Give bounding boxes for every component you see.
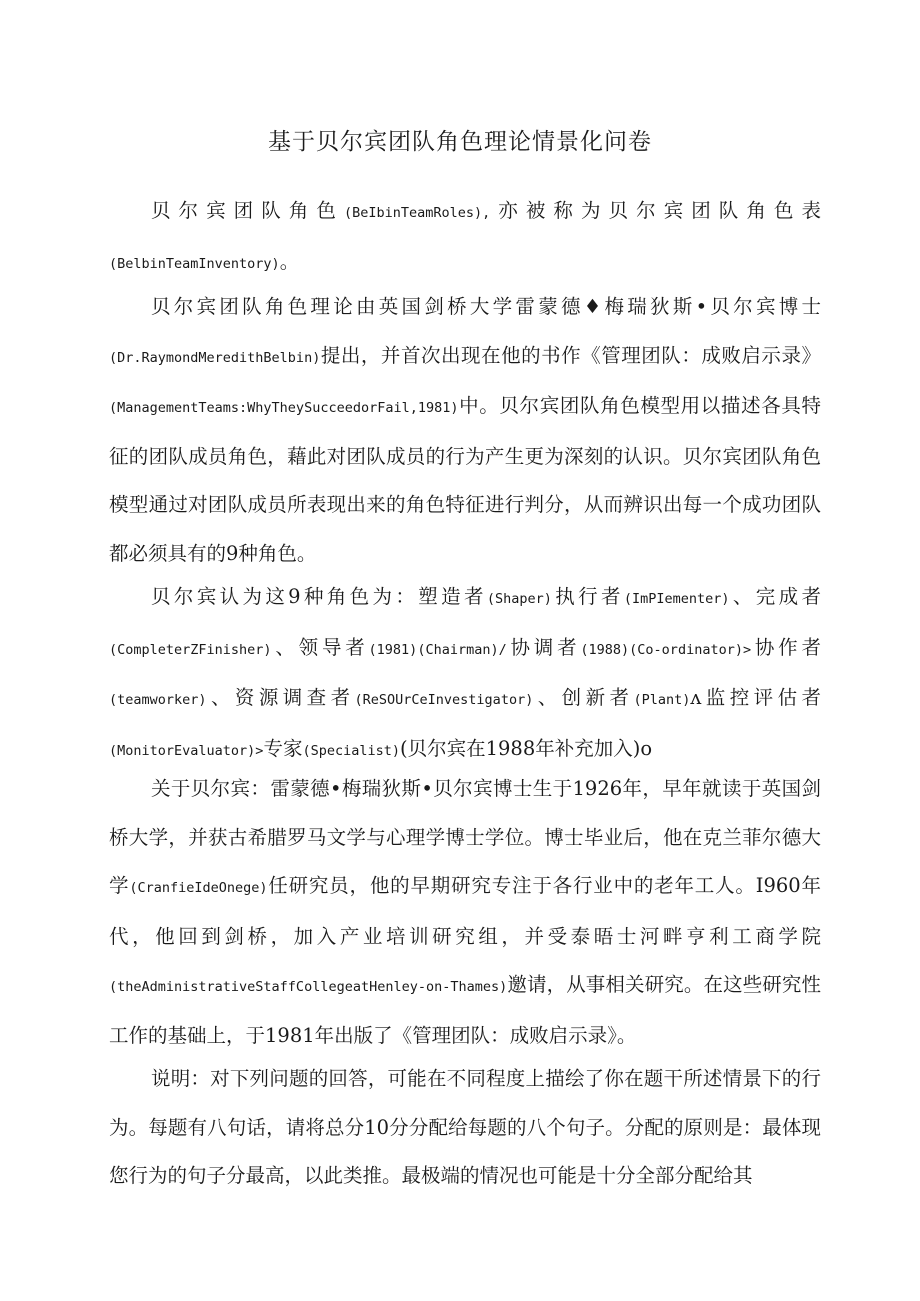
text-run: 贝尔宾认为这9种角色为：塑造者 (151, 585, 487, 608)
text-run: 协调者 (506, 635, 581, 659)
paragraph-theory (109, 283, 821, 578)
latin-term: (ReSOUrCeInvestigator) (354, 692, 534, 708)
latin-term: (theAdministrativeStaffCollegeatHenley-on-Thames) (109, 979, 508, 995)
latin-term: (CompleterZFinisher) (109, 641, 272, 658)
text-run: 中。贝尔宾团队角色模型用以描述各具特征的团队成员角色，藉此对团队成员的行为产生更为深刻的认识。贝尔宾团队角色模型通过对团队成员所表现出来的角色特征进行判分，从而辨识出每一个成功团队都必须具有的9种角色。 (109, 394, 821, 565)
paragraph-instructions (109, 1055, 821, 1201)
paragraph-roles (109, 573, 821, 775)
text-run: 亦被称为贝尔宾团队角色表 (490, 199, 821, 222)
text-run: 专家 (263, 736, 303, 760)
text-run: 关于贝尔宾：雷蒙德•梅瑞狄斯•贝尔宾博士生于1926年，早年就读于英国剑桥大学，并获古希腊罗马文学与心理学博士学位。博士毕业后，他在克兰菲尔德大学 (109, 777, 821, 897)
latin-term: (MonitorEvaluator)> (109, 742, 264, 759)
latin-term: (ImPIementer) (623, 591, 730, 607)
text-run: 提出，并首次出现在他的书作《管理团队：成败启示录》 (320, 343, 821, 367)
text-run: 、创新者 (533, 686, 634, 709)
document-title: 基于贝尔宾团队角色理论情景化问卷 (268, 129, 652, 155)
latin-term: (Specialist) (302, 742, 400, 759)
text-run: 、领导者 (271, 635, 369, 659)
latin-term: (CranfieIdeOnege) (129, 880, 268, 896)
text-run: (贝尔宾在1988年补充加入)o (400, 736, 653, 760)
text-run: 说明：对下列问题的回答，可能在不同程度上描绘了你在题干所述情景下的行为。每题有八句话，请将总分10分分配给每题的八个句子。分配的原则是：最体现您行为的句子分最高，以此类推。最极端的情况也可能是十分全部分配给其 (109, 1067, 821, 1187)
latin-term: (Shaper) (486, 591, 552, 607)
latin-term: (BelbinTeamInventory) (109, 255, 280, 272)
text-run: 邀请，从事相关研究。在这些研究性工作的基础上，于1981年出版了《管理团队：成败启示录》。 (109, 973, 821, 1047)
text-run: 协作者 (751, 635, 821, 659)
latin-term: (Plant) (633, 692, 691, 708)
paragraph-about-belbin (109, 765, 821, 1060)
text-run: 、资源调查者 (206, 686, 355, 709)
text-run: 、完成者 (729, 585, 821, 608)
paragraph-intro (109, 187, 821, 288)
latin-term: (Dr.RaymondMeredithBelbin) (109, 349, 321, 366)
text-run: 任研究员，他的早期研究专注于各行业中的老年工人。I960年代，他回到剑桥，加入产业培训研究组，并受泰晤士河畔亨利工商学院 (109, 874, 821, 948)
latin-term: (ManagementTeams:WhyTheySucceedorFail,1981) (109, 400, 459, 416)
text-run: ʌ监控评估者 (690, 686, 821, 709)
latin-term: (BeIbinTeamRoles), (343, 205, 491, 221)
text-run: 。 (279, 249, 300, 273)
latin-term: (teamworker) (109, 692, 207, 708)
latin-term: (1988)(Co-ordinator)> (580, 641, 752, 658)
latin-term: (1981)(Chairman)/ (368, 641, 507, 658)
text-run: 执行者 (551, 585, 624, 608)
text-run: 贝尔宾团队角色理论由英国剑桥大学雷蒙德♦梅瑞狄斯•贝尔宾博士 (151, 295, 821, 318)
text-run: 贝尔宾团队角色 (151, 199, 344, 222)
